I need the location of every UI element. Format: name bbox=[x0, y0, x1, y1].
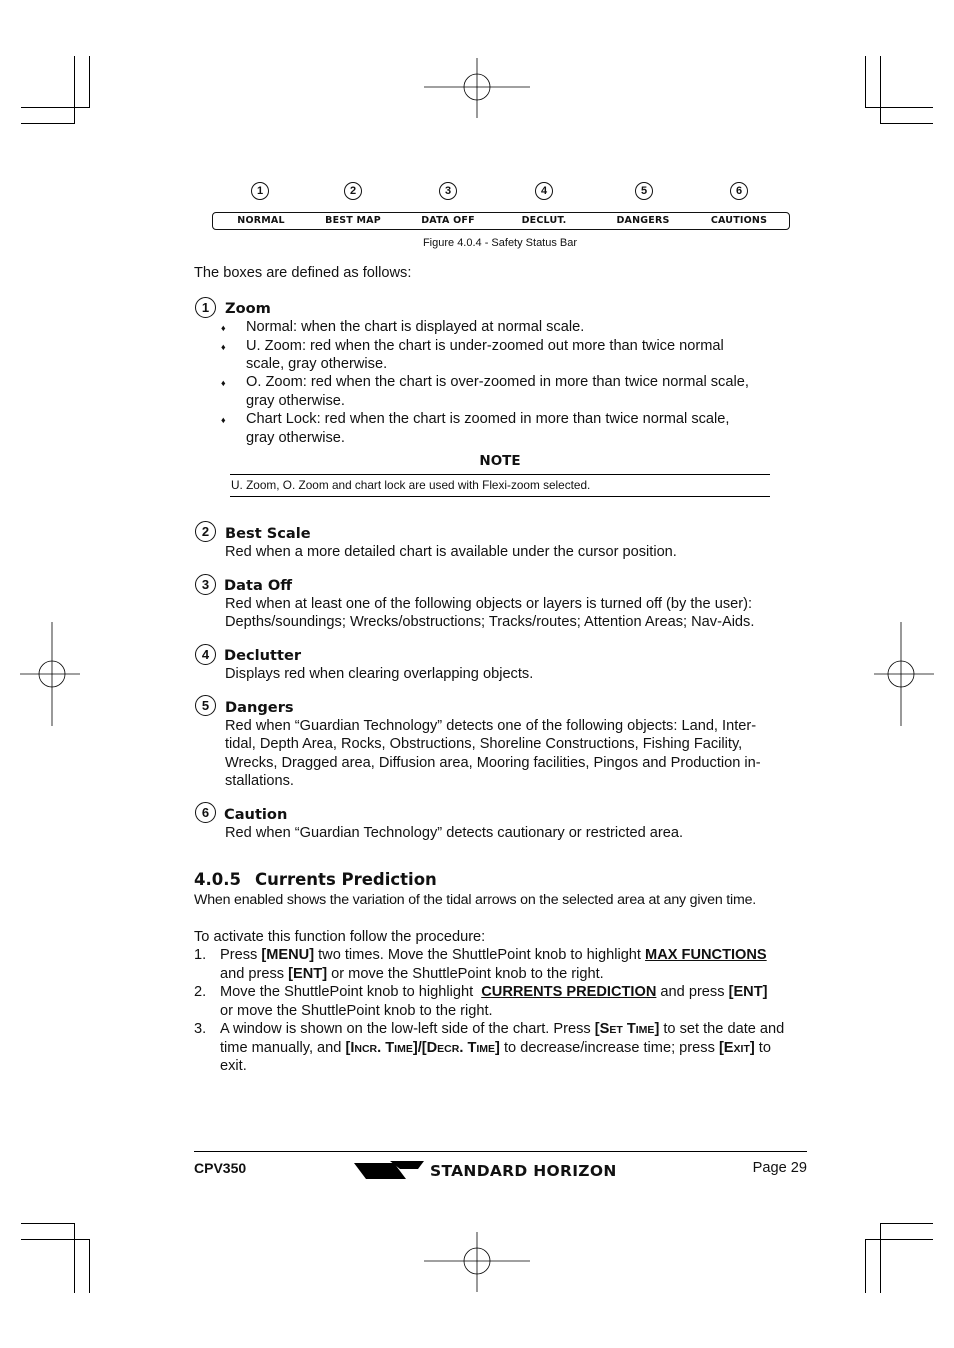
footer-rule bbox=[194, 1151, 807, 1152]
section-heading: Best Scale bbox=[225, 525, 311, 542]
section-title bbox=[194, 870, 437, 890]
registration-mark-right bbox=[874, 622, 934, 726]
step-text: Press [MENU] two times. Move the ShuttlePoint knob to highlight MAX FUNCTIONS bbox=[220, 947, 767, 963]
body-text: Depths/soundings; Wrecks/obstructions; Tracks/routes; Attention Areas; Nav-Aids. bbox=[225, 614, 755, 630]
status-label: DATA OFF bbox=[421, 215, 475, 226]
status-number: 1 bbox=[251, 182, 269, 200]
diamond-bullet-icon: ♦ bbox=[221, 342, 226, 352]
bullet-text: Chart Lock: red when the chart is zoomed in more than twice normal scale, bbox=[246, 411, 730, 427]
step-text: and press [ENT] or move the ShuttlePoint knob to the right. bbox=[220, 966, 604, 982]
bullet-text: scale, gray otherwise. bbox=[246, 356, 388, 372]
status-label: DECLUT. bbox=[521, 215, 567, 226]
section-heading: Zoom bbox=[225, 300, 271, 317]
bullet-text: O. Zoom: red when the chart is over-zoomed in more than twice normal scale, bbox=[246, 374, 749, 390]
step-text: A window is shown on the low-left side of the chart. Press [SET TIME] to set the date and bbox=[220, 1021, 785, 1037]
section-heading: Dangers bbox=[225, 699, 294, 716]
note-rule-top bbox=[230, 474, 770, 475]
bullet-text: gray otherwise. bbox=[246, 393, 345, 409]
body-text: To activate this function follow the procedure: bbox=[194, 929, 486, 945]
item-number: 3 bbox=[195, 574, 216, 595]
body-text: Wrecks, Dragged area, Diffusion area, Mooring facilities, Pingos and Production in- bbox=[225, 755, 761, 771]
bullet-text: U. Zoom: red when the chart is under-zoomed out more than twice normal bbox=[246, 338, 724, 354]
section-heading: Caution bbox=[224, 806, 288, 823]
item-number: 5 bbox=[195, 695, 216, 716]
body-text: Red when “Guardian Technology” detects one of the following objects: Land, Inter- bbox=[225, 718, 757, 734]
note-title: NOTE bbox=[479, 453, 521, 469]
registration-mark-left bbox=[20, 622, 80, 726]
status-number: 6 bbox=[730, 182, 748, 200]
body-text: Displays red when clearing overlapping objects. bbox=[225, 666, 534, 682]
section-name: Currents Prediction bbox=[254, 870, 437, 889]
item-number: 4 bbox=[195, 644, 216, 665]
body-text: Red when at least one of the following objects or layers is turned off (by the user): bbox=[225, 596, 753, 612]
status-number: 3 bbox=[439, 182, 457, 200]
body-text: stallations. bbox=[225, 773, 294, 789]
note-text: U. Zoom, O. Zoom and chart lock are used with Flexi-zoom selected. bbox=[231, 478, 591, 492]
diamond-bullet-icon: ♦ bbox=[221, 323, 226, 333]
page-number: Page 29 bbox=[752, 1160, 807, 1176]
section-heading: Declutter bbox=[224, 647, 302, 664]
item-number: 1 bbox=[195, 297, 216, 318]
status-number: 5 bbox=[635, 182, 653, 200]
step-text: exit. bbox=[220, 1058, 247, 1074]
step-number: 3. bbox=[194, 1021, 207, 1037]
section-heading: Data Off bbox=[224, 577, 293, 594]
status-label: CAUTIONS bbox=[710, 215, 768, 226]
step-number: 2. bbox=[194, 984, 207, 1000]
step-text: or move the ShuttlePoint knob to the right. bbox=[220, 1003, 493, 1019]
status-number: 2 bbox=[344, 182, 362, 200]
status-label: BEST MAP bbox=[325, 215, 381, 226]
registration-mark-bottom bbox=[424, 1232, 530, 1292]
body-text: tidal, Depth Area, Rocks, Obstructions, Shoreline Constructions, Fishing Facility, bbox=[225, 736, 743, 752]
status-number: 4 bbox=[535, 182, 553, 200]
registration-mark-top bbox=[424, 58, 530, 118]
bullet-text: Normal: when the chart is displayed at normal scale. bbox=[246, 319, 585, 335]
status-label: NORMAL bbox=[237, 215, 285, 226]
menu-item-currents-prediction: CURRENTS PREDICTION bbox=[481, 984, 657, 1000]
menu-item-max-functions: MAX FUNCTIONS bbox=[645, 947, 767, 963]
intro-text: The boxes are defined as follows: bbox=[194, 265, 412, 281]
step-number: 1. bbox=[194, 947, 207, 963]
step-text: time manually, and [INCR. TIME]/[DECR. TIME] to decrease/increase time; press [EXIT] to bbox=[220, 1040, 771, 1056]
diamond-bullet-icon: ♦ bbox=[221, 378, 226, 388]
standard-horizon-logo-icon bbox=[354, 1160, 426, 1182]
section-number: 4.0.5 bbox=[194, 870, 241, 889]
footer-model: CPV350 bbox=[194, 1160, 247, 1176]
step-text: Move the ShuttlePoint knob to highlight CURRENTS PREDICTION and press [ENT] bbox=[220, 984, 768, 1000]
brand-name: STANDARD HORIZON bbox=[430, 1162, 617, 1180]
status-label: DANGERS bbox=[616, 215, 670, 226]
note-rule-bottom bbox=[230, 496, 770, 497]
body-text: Red when a more detailed chart is available under the cursor position. bbox=[225, 544, 677, 560]
diamond-bullet-icon: ♦ bbox=[221, 415, 226, 425]
bullet-text: gray otherwise. bbox=[246, 430, 345, 446]
body-text: When enabled shows the variation of the tidal arrows on the selected area at any given time. bbox=[194, 892, 757, 908]
item-number: 2 bbox=[195, 521, 216, 542]
figure-caption: Figure 4.0.4 - Safety Status Bar bbox=[422, 237, 578, 249]
body-text: Red when “Guardian Technology” detects cautionary or restricted area. bbox=[225, 825, 684, 841]
item-number: 6 bbox=[195, 802, 216, 823]
